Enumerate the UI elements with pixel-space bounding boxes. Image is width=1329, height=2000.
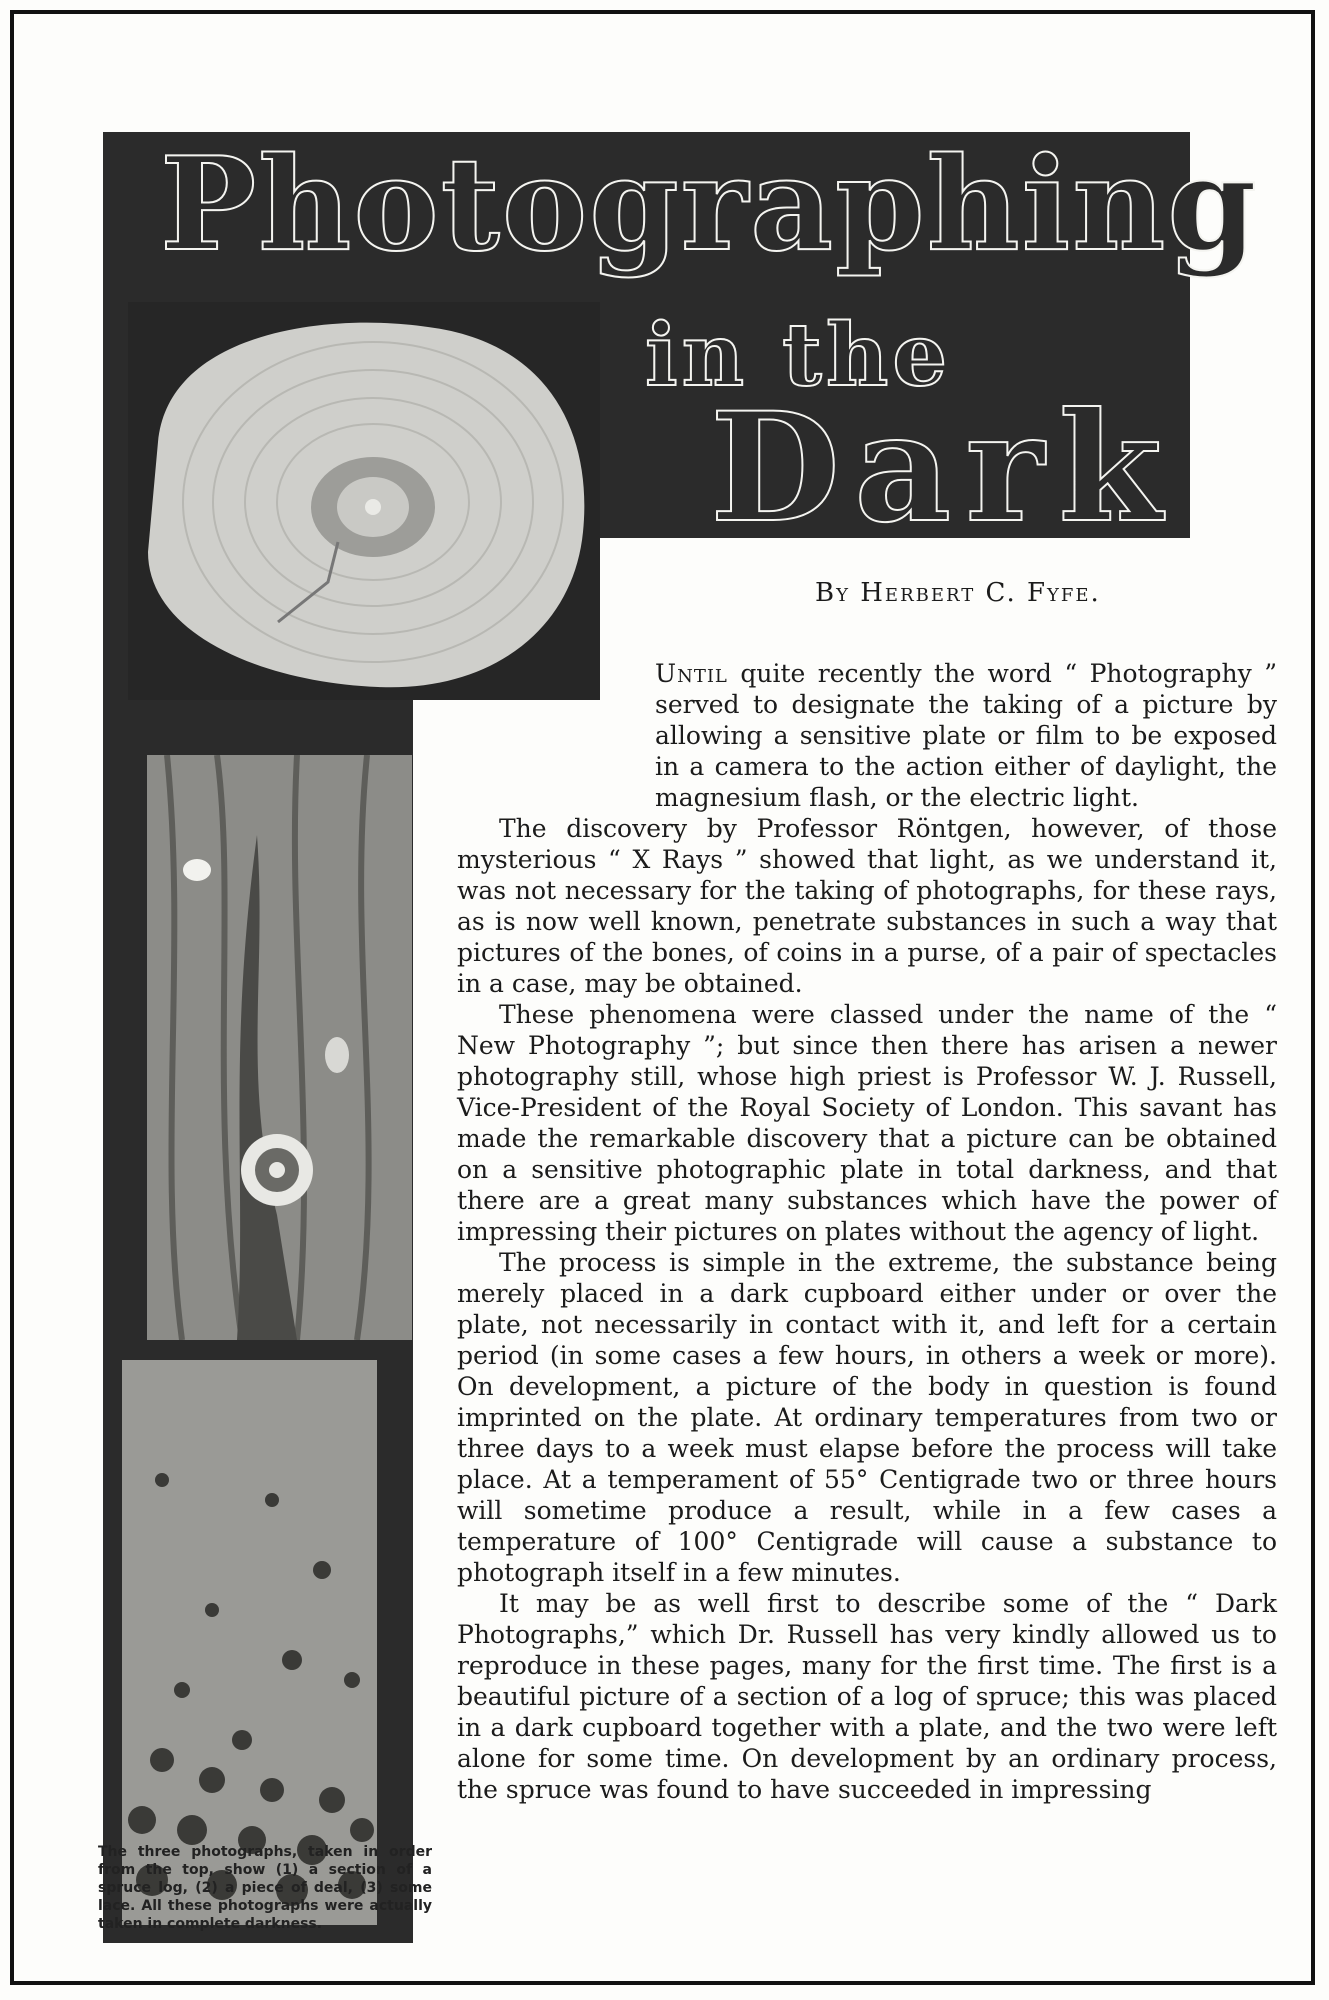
paragraph: These phenomena were classed under the name of the “ New Photography ”; but since then there has arisen a newer photography still, whose high priest is Professor W. J. Russell, Vice-President of the Royal Society of London. This savant has made the remarkable discovery that a picture can be obtained on a sensitive photographic plate in total darkness, and that there are a great many substances which have the power of impressing their pictures on plates without the agency of light. xyxy=(457,1000,1277,1246)
lace-photo xyxy=(122,1360,377,1925)
article-body xyxy=(457,658,1277,1805)
paragraph: The process is simple in the extreme, the substance being merely placed in a dark cupboard either under or over the plate, not necessarily in contact with it, and left for a certain period (in some cases a few hours, in others a week or more). On development, a picture of the body in question is found imprinted on the plate. At ordinary temperatures from two or three days to a week must elapse before the process will take place. At a temperament of 55° Centigrade two or three hours will sometime produce a result, while in a few cases a temperature of 100° Centigrade will cause a substance to photograph itself in a few minutes. xyxy=(457,1248,1277,1587)
title-line-3: Dark xyxy=(710,380,1177,556)
paragraph: The discovery by Professor Röntgen, however, of those mysterious “ X Rays ” showed that light, as we understand it, was not necessary for the taking of photographs, for these rays, as is now well known, penetrate substances in such a way that pictures of the bones, of coins in a purse, of a pair of spectacles in a case, may be obtained. xyxy=(457,814,1277,998)
byline: By Herbert C. Fyfe. xyxy=(815,578,1101,608)
paragraph xyxy=(655,658,1277,813)
title-line-1: Photographing xyxy=(160,130,1259,280)
paragraph: It may be as well first to describe some of the “ Dark Photographs,” which Dr. Russell has very kindly allowed us to reproduce in these pages, many for the first time. The first is a beautiful picture of a section of a log of spruce; this was placed in a dark cupboard together with a plate, and the two were left alone for some time. On development by an ordinary process, the spruce was found to have succeeded in impressing xyxy=(457,1589,1277,1804)
figure-caption: The three photographs, taken in order from the top, show (1) a section of a spruce log, (2) a piece of deal, (3) some lace. All these photographs were actually taken in complete darkness. xyxy=(98,1844,432,1932)
deal-wood-photo xyxy=(147,755,412,1340)
drop-lead: Until xyxy=(655,659,728,688)
paragraph-text: quite recently the word “ Photography ” served to designate the taking of a picture by allowing a sensitive plate or film to be exposed in a camera to the action either of daylight, the magnesium flash, or the electric light. xyxy=(655,659,1277,812)
title-line-2: in the xyxy=(645,305,952,406)
spruce-log-photo xyxy=(128,302,600,700)
